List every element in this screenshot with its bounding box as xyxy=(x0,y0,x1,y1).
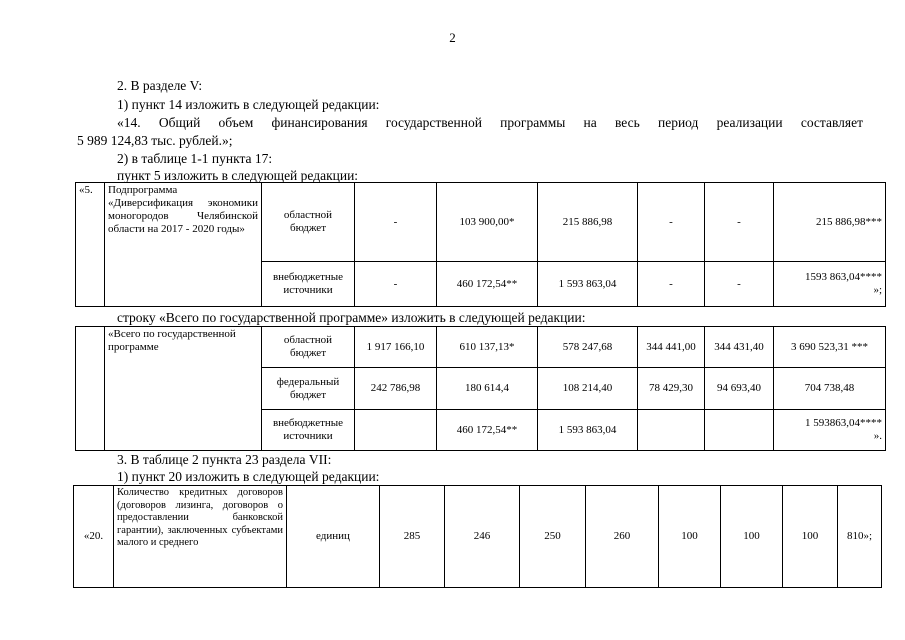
cell-value xyxy=(705,410,774,451)
indicator-name: Количество кредитных договоров (договоров лизинга, договоров о предоставлении банковской гарантии), заключенных субъектами малого и среднего xyxy=(114,486,287,588)
row-number: «20. xyxy=(74,486,114,588)
cell-total: 3 690 523,31 *** xyxy=(774,327,886,368)
cell-value: - xyxy=(355,183,437,262)
table-row xyxy=(76,327,886,368)
cell-value: 260 xyxy=(586,486,659,588)
cell-value xyxy=(355,410,437,451)
table-point-5 xyxy=(75,182,886,307)
instruction-line-total: строку «Всего по государственной программе» изложить в следующей редакции: xyxy=(117,310,586,325)
table-row xyxy=(76,183,886,262)
empty-number-cell xyxy=(76,327,105,451)
cell-value: 103 900,00* xyxy=(437,183,538,262)
cell-value: - xyxy=(705,183,774,262)
cell-value: 344 441,00 xyxy=(638,327,705,368)
cell-value: 100 xyxy=(783,486,838,588)
cell-value: - xyxy=(638,262,705,307)
cell-value: 460 172,54** xyxy=(437,410,538,451)
cell-value: 344 431,40 xyxy=(705,327,774,368)
cell-value: 250 xyxy=(520,486,586,588)
funding-source: областной бюджет xyxy=(262,327,355,368)
cell-value: 215 886,98 xyxy=(538,183,638,262)
page-number: 2 xyxy=(449,30,456,45)
subprogram-name: Подпрограмма «Диверсификация экономики моногородов Челябинской области на 2017 - 2020 годы» xyxy=(105,183,262,307)
closing-quote: ». xyxy=(873,430,882,442)
cell-total xyxy=(774,262,886,307)
funding-source: внебюджетные источники xyxy=(262,410,355,451)
cell-value: 94 693,40 xyxy=(705,368,774,410)
intro-line-section-v: 2. В разделе V: xyxy=(117,78,203,93)
cell-value: 610 137,13* xyxy=(437,327,538,368)
cell-value: - xyxy=(638,183,705,262)
table-point-20 xyxy=(73,485,882,588)
cell-value: 242 786,98 xyxy=(355,368,437,410)
funding-source: внебюджетные источники xyxy=(262,262,355,307)
intro-line-financing: «14. Общий объем финансирования государственной программы на весь период реализации составляет xyxy=(117,115,863,130)
table-total-program xyxy=(75,326,886,451)
table-row xyxy=(74,486,882,588)
unit-cell: единиц xyxy=(287,486,380,588)
cell-value: 108 214,40 xyxy=(538,368,638,410)
cell-value: 100 xyxy=(659,486,721,588)
cell-value: 578 247,68 xyxy=(538,327,638,368)
cell-value: 810»; xyxy=(838,486,882,588)
total-value: 1593 863,04**** xyxy=(805,271,882,283)
cell-value: 100 xyxy=(721,486,783,588)
cell-value: 180 614,4 xyxy=(437,368,538,410)
cell-total: 215 886,98*** xyxy=(774,183,886,262)
intro-line-point-5: пункт 5 изложить в следующей редакции: xyxy=(117,168,359,183)
point-20-line: 1) пункт 20 изложить в следующей редакции: xyxy=(117,469,380,484)
funding-source: областной бюджет xyxy=(262,183,355,262)
cell-value xyxy=(638,410,705,451)
total-value: 1 593863,04**** xyxy=(805,417,882,429)
intro-line-point-14: 1) пункт 14 изложить в следующей редакции: xyxy=(117,97,380,112)
cell-total: 704 738,48 xyxy=(774,368,886,410)
row-number: «5. xyxy=(76,183,105,307)
cell-value: 1 593 863,04 xyxy=(538,410,638,451)
closing-quote: »; xyxy=(873,284,882,296)
cell-value: 1 593 863,04 xyxy=(538,262,638,307)
section-vii-line: 3. В таблице 2 пункта 23 раздела VII: xyxy=(117,452,332,467)
cell-value: 460 172,54** xyxy=(437,262,538,307)
program-name: «Всего по государственной программе xyxy=(105,327,262,451)
cell-value: 246 xyxy=(445,486,520,588)
funding-source: федеральный бюджет xyxy=(262,368,355,410)
intro-line-table-1-1: 2) в таблице 1-1 пункта 17: xyxy=(117,151,273,166)
intro-line-amount: 5 989 124,83 тыс. рублей.»; xyxy=(77,133,233,148)
cell-value: 1 917 166,10 xyxy=(355,327,437,368)
cell-value: 285 xyxy=(380,486,445,588)
cell-value: 78 429,30 xyxy=(638,368,705,410)
cell-value: - xyxy=(705,262,774,307)
cell-total xyxy=(774,410,886,451)
cell-value: - xyxy=(355,262,437,307)
